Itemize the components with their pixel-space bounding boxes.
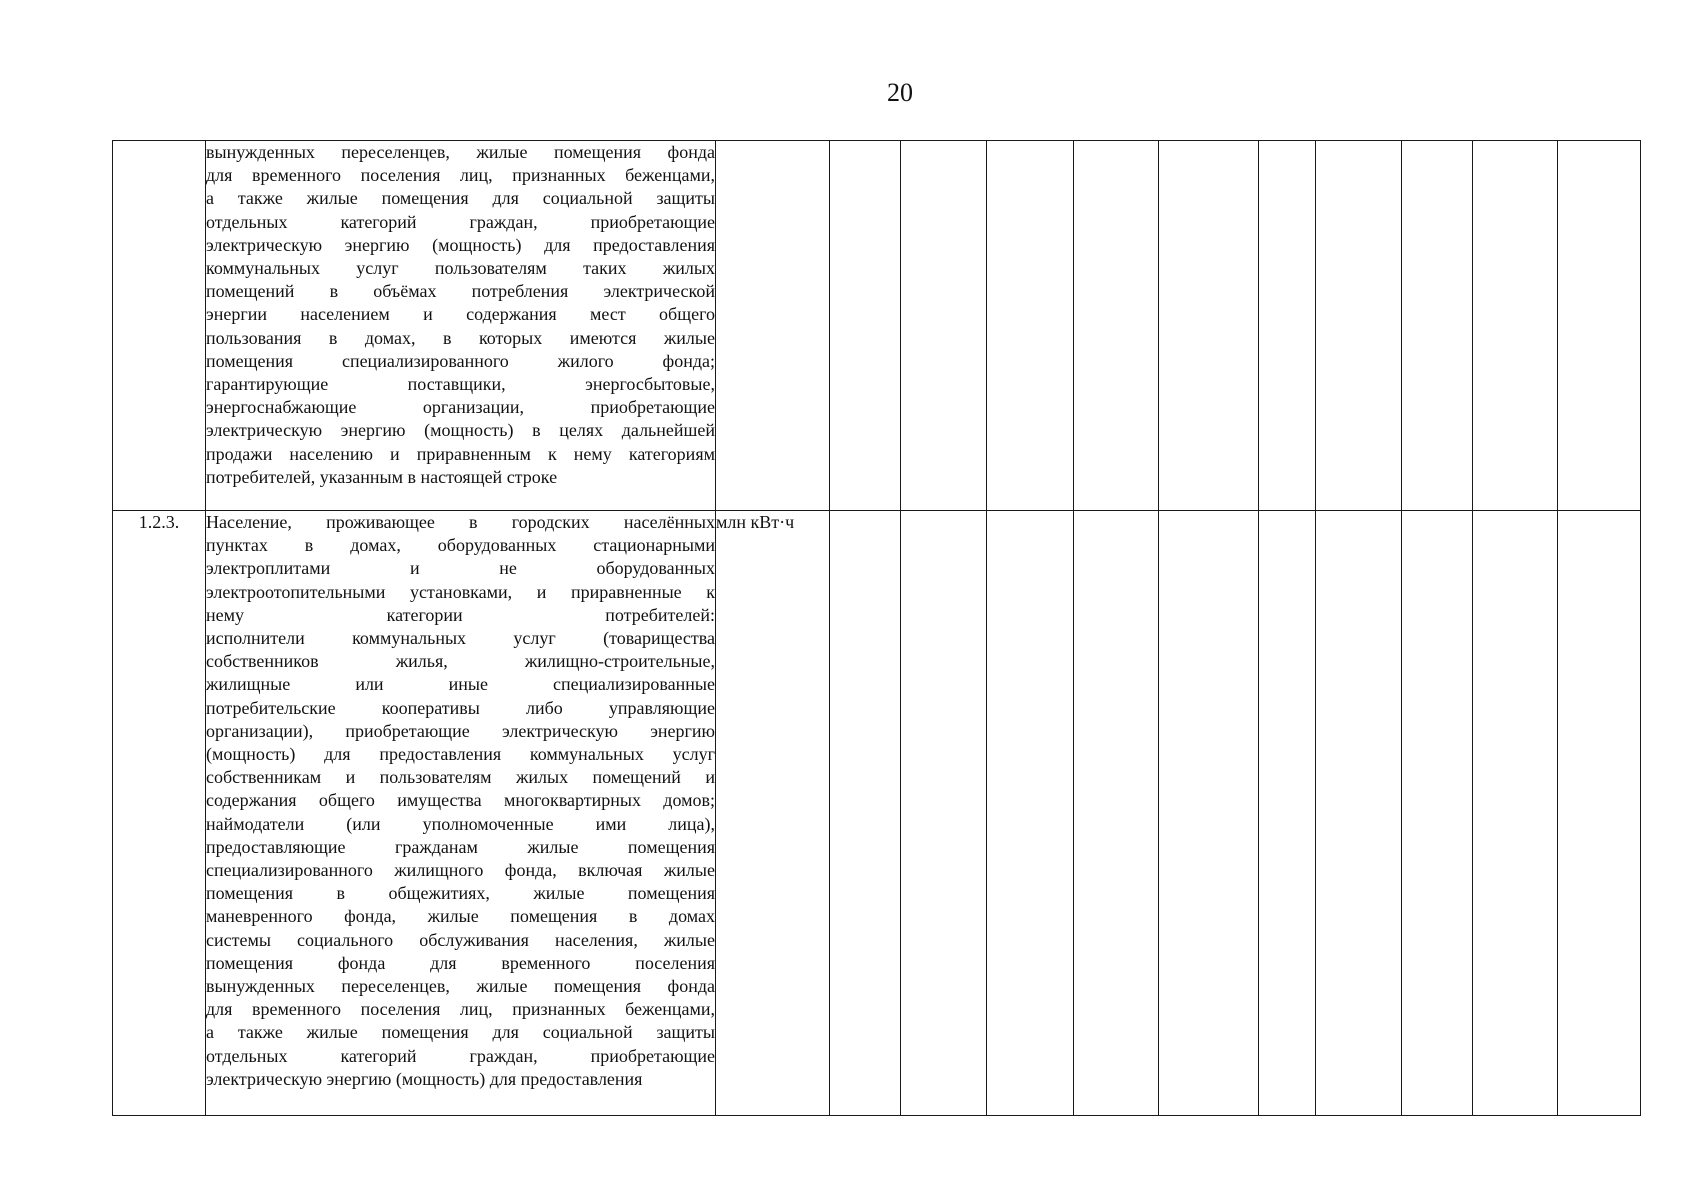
row-description — [206, 511, 716, 1116]
value-cell — [830, 141, 901, 511]
text-line: пользования в домах, в которых имеются жилые — [206, 327, 715, 348]
table-row — [113, 511, 1641, 1116]
table-row — [113, 141, 1641, 511]
value-cell — [901, 141, 987, 511]
value-cell — [1074, 141, 1159, 511]
value-cell — [1558, 141, 1641, 511]
text-line: а также жилые помещения для социальной защиты — [206, 1022, 715, 1043]
text-line: электроплитами и не оборудованных — [206, 558, 715, 579]
description-text — [206, 511, 715, 1091]
text-line: продажи населению и приравненным к нему категориям — [206, 443, 715, 464]
text-line: коммунальных услуг пользователям таких жилых — [206, 258, 715, 279]
text-line: предоставляющие гражданам жилые помещения — [206, 836, 715, 857]
text-line: Население, проживающее в городских населённых — [206, 512, 715, 532]
unit-cell — [716, 141, 830, 511]
text-line: жилищные или иные специализированные — [206, 674, 715, 695]
text-line: электрическую энергию (мощность) для предоставления — [206, 1068, 643, 1089]
value-cell — [830, 511, 901, 1116]
text-line: а также жилые помещения для социальной защиты — [206, 188, 715, 209]
text-line: помещения фонда для временного поселения — [206, 952, 715, 973]
text-line: помещения специализированного жилого фонда; — [206, 350, 715, 371]
unit-cell: млн кВт·ч — [716, 511, 830, 1116]
text-line: системы социального обслуживания населения, жилые — [206, 929, 715, 950]
text-line: электрическую энергию (мощность) для предоставления — [206, 234, 715, 255]
text-line: нему категории потребителей: — [206, 604, 715, 625]
text-line: организации), приобретающие электрическую энергию — [206, 720, 715, 741]
value-cell — [1402, 511, 1473, 1116]
value-cell — [1259, 141, 1316, 511]
text-line: исполнители коммунальных услуг (товарищества — [206, 628, 715, 649]
text-line: вынужденных переселенцев, жилые помещения фонда — [206, 142, 715, 162]
row-number — [113, 141, 206, 511]
value-cell — [987, 141, 1074, 511]
text-line: (мощность) для предоставления коммунальных услуг — [206, 744, 715, 765]
value-cell — [1473, 511, 1558, 1116]
text-line: собственникам и пользователям жилых помещений и — [206, 767, 715, 788]
row-number: 1.2.3. — [113, 511, 206, 1116]
value-cell — [1074, 511, 1159, 1116]
text-line: собственников жилья, жилищно-строительные, — [206, 651, 715, 672]
text-line: для временного поселения лиц, признанных беженцами, — [206, 999, 715, 1020]
text-line: пунктах в домах, оборудованных стационарными — [206, 535, 715, 556]
text-line: электроотопительными установками, и приравненные к — [206, 581, 715, 602]
text-line: маневренного фонда, жилые помещения в домах — [206, 906, 715, 927]
text-line: отдельных категорий граждан, приобретающие — [206, 211, 715, 232]
text-line: специализированного жилищного фонда, включая жилые — [206, 860, 715, 881]
value-cell — [1259, 511, 1316, 1116]
text-line: потребительские кооперативы либо управляющие — [206, 697, 715, 718]
text-line: содержания общего имущества многоквартирных домов; — [206, 790, 715, 811]
value-cell — [1473, 141, 1558, 511]
value-cell — [1316, 511, 1402, 1116]
text-line: помещений в объёмах потребления электрической — [206, 281, 715, 302]
text-line: наймодатели (или уполномоченные ими лица), — [206, 813, 715, 834]
description-text — [206, 141, 715, 489]
text-line: вынужденных переселенцев, жилые помещения фонда — [206, 976, 715, 997]
tariff-table — [112, 140, 1641, 1116]
text-line: электрическую энергию (мощность) в целях дальнейшей — [206, 420, 715, 441]
text-line: гарантирующие поставщики, энергосбытовые, — [206, 374, 715, 395]
value-cell — [1558, 511, 1641, 1116]
value-cell — [1316, 141, 1402, 511]
text-line: для временного поселения лиц, признанных беженцами, — [206, 165, 715, 186]
text-line: помещения в общежитиях, жилые помещения — [206, 883, 715, 904]
value-cell — [1159, 511, 1259, 1116]
text-line: энергии населением и содержания мест общего — [206, 304, 715, 325]
text-line: потребителей, указанным в настоящей строке — [206, 466, 558, 487]
text-line: энергоснабжающие организации, приобретающие — [206, 397, 715, 418]
value-cell — [1159, 141, 1259, 511]
text-line: отдельных категорий граждан, приобретающие — [206, 1045, 715, 1066]
value-cell — [901, 511, 987, 1116]
value-cell — [987, 511, 1074, 1116]
row-description — [206, 141, 716, 511]
value-cell — [1402, 141, 1473, 511]
page-number: 20 — [887, 78, 913, 107]
